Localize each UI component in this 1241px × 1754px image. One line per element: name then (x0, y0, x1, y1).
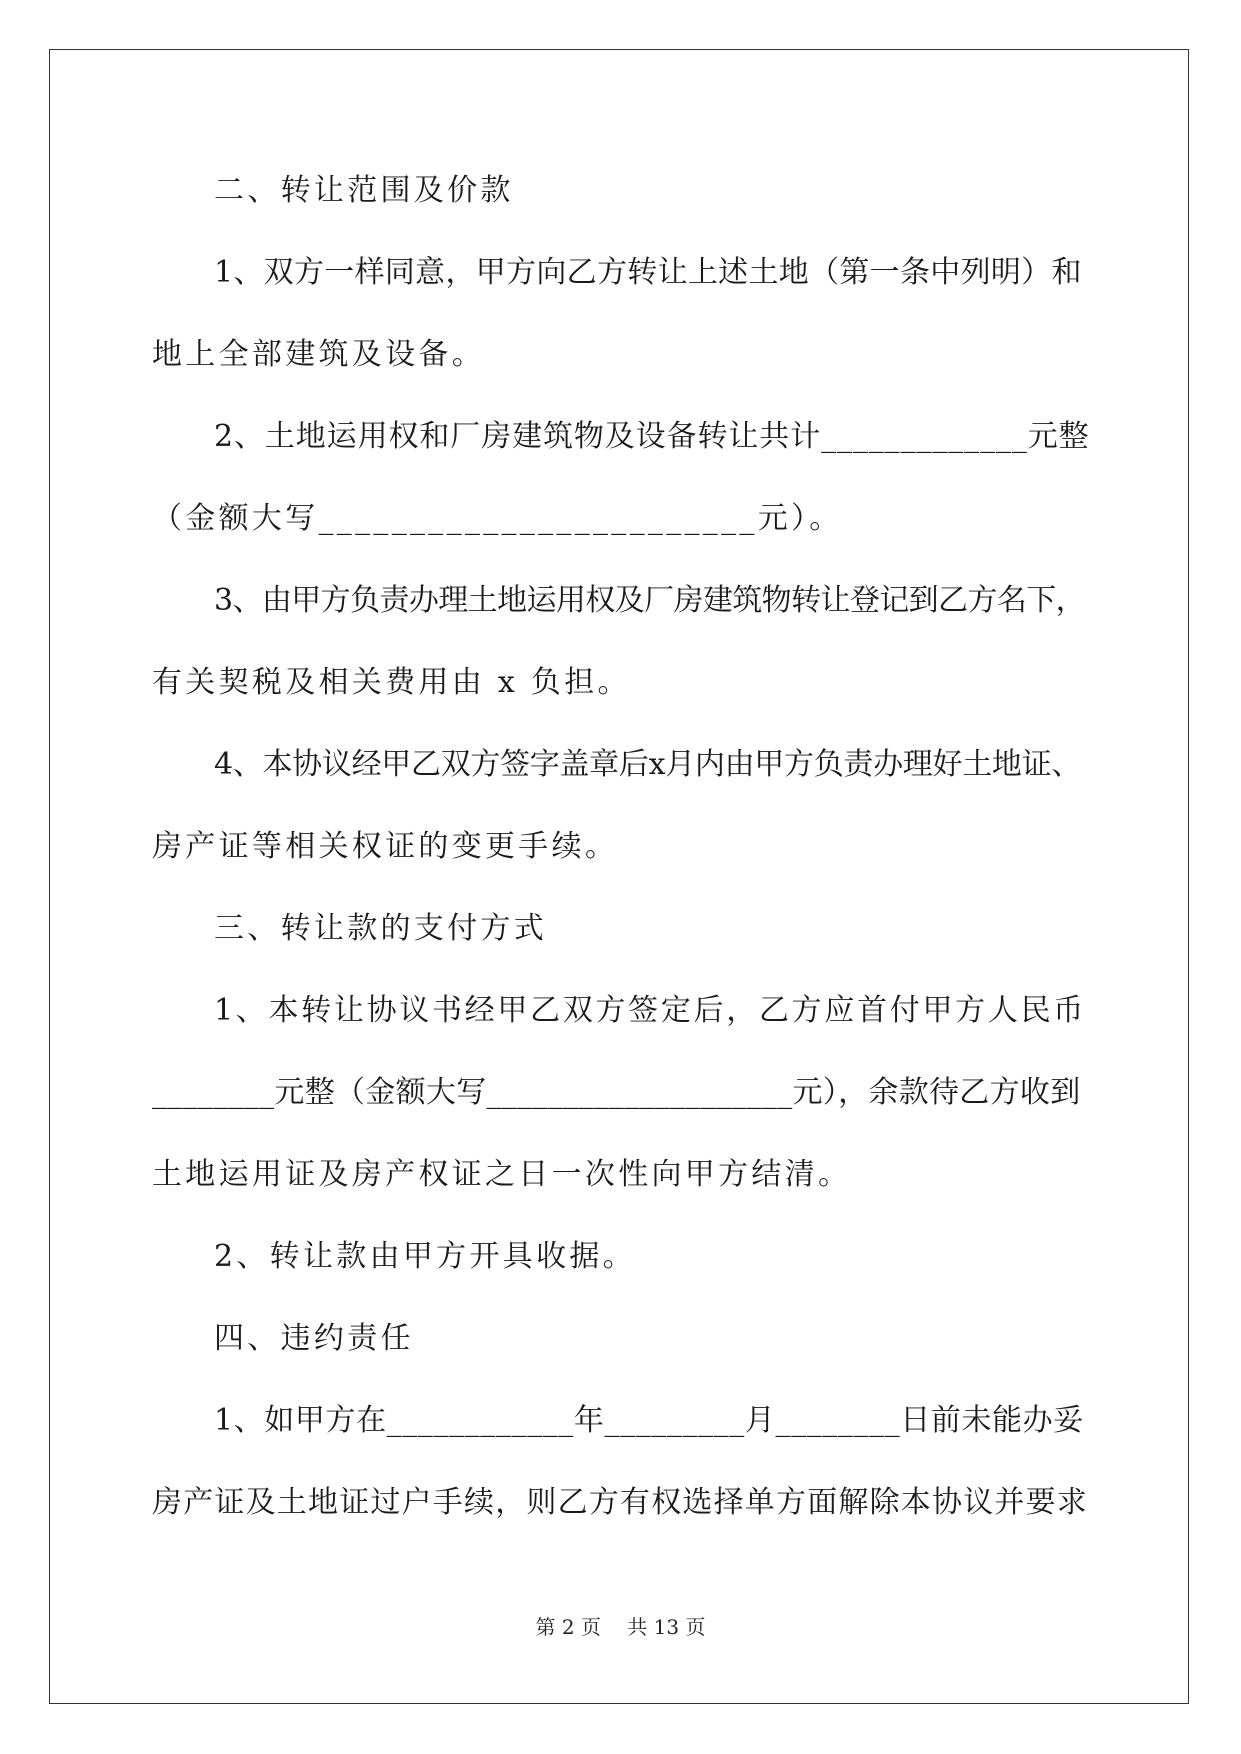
paragraph-line: 房产证等相关权证的变更手续。 (152, 829, 619, 864)
paragraph-line: 3、由甲方负责办理土地运用权及厂房建筑物转让登记到乙方名下， (214, 583, 1086, 618)
paragraph-line: 2、土地运用权和厂房建筑物及设备转让共计_____________元整 (214, 419, 1090, 454)
paragraph-line: 房产证及土地证过户手续，则乙方有权选择单方面解除本协议并要求 (152, 1485, 1088, 1520)
page-border (49, 49, 1189, 1704)
paragraph-line: （金额大写________________________元）。 (152, 501, 843, 536)
paragraph-line: ________元整（金额大写____________________元），余款待乙方收到 (152, 1075, 1081, 1110)
paragraph-line: 1、双方一样同意，甲方向乙方转让上述土地（第一条中列明）和 (214, 255, 1082, 290)
section-heading-2: 二、转让范围及价款 (214, 173, 514, 208)
paragraph-line: 土地运用证及房产权证之日一次性向甲方结清。 (152, 1157, 852, 1192)
paragraph-line: 有关契税及相关费用由 x 负担。 (152, 665, 631, 700)
paragraph-line: 地上全部建筑及设备。 (152, 337, 485, 372)
section-heading-4: 四、违约责任 (214, 1321, 414, 1356)
section-heading-3: 三、转让款的支付方式 (214, 911, 547, 946)
page-number-footer: 第 2 页 共 13 页 (535, 1615, 706, 1639)
paragraph-line: 2、转让款由甲方开具收据。 (214, 1239, 636, 1274)
paragraph-line: 4、本协议经甲乙双方签字盖章后x月内由甲方负责办理好土地证、 (214, 747, 1082, 782)
paragraph-line: 1、本转让协议书经甲乙双方签定后，乙方应首付甲方人民币 (214, 993, 1086, 1028)
paragraph-line: 1、如甲方在____________年_________月________日前未能办妥 (214, 1403, 1084, 1438)
